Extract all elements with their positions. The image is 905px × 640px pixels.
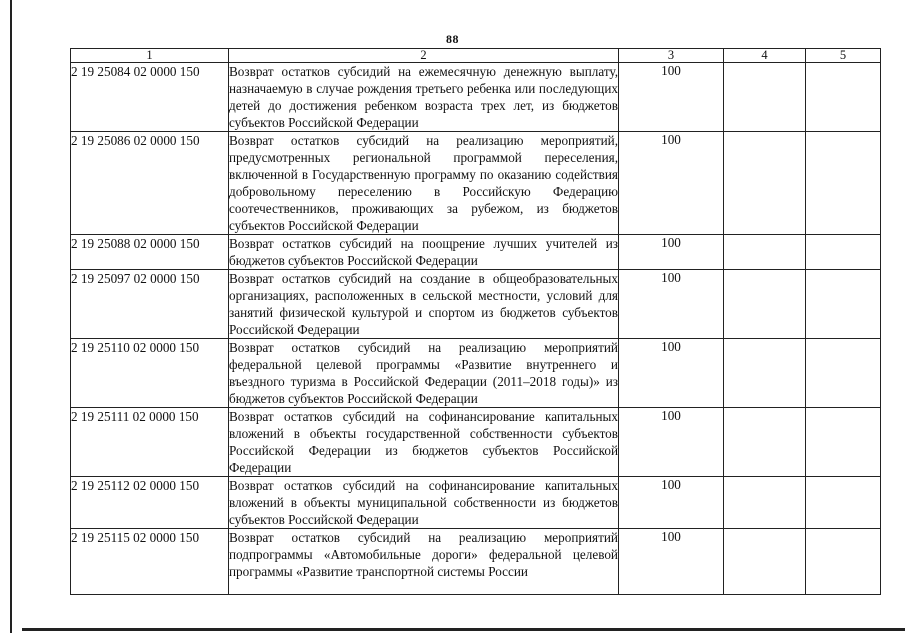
column-4-cell [724,477,806,529]
bottom-margin-rule [22,628,905,631]
left-margin-rule [10,0,12,633]
table-row [71,408,881,477]
column-4-cell [724,529,806,595]
column-3-cell: 100 [619,132,724,235]
table-row [71,132,881,235]
description-cell: Возврат остатков субсидий на реализацию мероприятий подпрограммы «Автомобильные дороги» федеральной целевой программы «Развитие транспортной системы России [229,529,619,595]
table-row [71,63,881,132]
column-4-cell [724,235,806,270]
budget-code-cell: 2 19 25111 02 0000 150 [71,408,229,477]
budget-code-cell: 2 19 25097 02 0000 150 [71,270,229,339]
table-row [71,339,881,408]
budget-code-cell: 2 19 25110 02 0000 150 [71,339,229,408]
column-3-cell: 100 [619,477,724,529]
description-cell: Возврат остатков субсидий на реализацию мероприятий, предусмотренных региональной программой переселения, включенной в Государственную программу по оказанию содействия добровольному переселению в Российскую Федерацию соотечественников, проживающих за рубежом, из бюджетов субъектов Российской Федерации [229,133,618,233]
table-row [71,235,881,270]
budget-code-cell: 2 19 25084 02 0000 150 [71,63,229,132]
column-header-3: 3 [619,49,724,63]
column-5-cell [806,235,881,270]
column-3-cell: 100 [619,270,724,339]
column-3-cell: 100 [619,529,724,595]
budget-code-cell: 2 19 25112 02 0000 150 [71,477,229,529]
budget-classification-table [70,48,881,595]
description-cell: Возврат остатков субсидий на поощрение лучших учителей из бюджетов субъектов Российской Федерации [229,236,618,268]
column-4-cell [724,408,806,477]
description-cell: Возврат остатков субсидий на софинансирование капитальных вложений в объекты государственной собственности субъектов Российской Федерации из бюджетов субъектов Российской Федерации [229,409,618,475]
description-cell: Возврат остатков субсидий на ежемесячную денежную выплату, назначаемую в случае рождения третьего ребенка или последующих детей до достижения ребенком возраста трех лет, из бюджетов субъектов Российской Федерации [229,64,618,130]
budget-code-cell: 2 19 25115 02 0000 150 [71,529,229,595]
description-cell: Возврат остатков субсидий на софинансирование капитальных вложений в объекты муниципальной собственности из бюджетов субъектов Российской Федерации [229,478,618,527]
budget-code-cell: 2 19 25088 02 0000 150 [71,235,229,270]
table-row [71,529,881,595]
column-5-cell [806,270,881,339]
table-header-row [71,49,881,63]
column-5-cell [806,63,881,132]
table-row [71,477,881,529]
column-4-cell [724,339,806,408]
description-cell: Возврат остатков субсидий на создание в общеобразовательных организациях, расположенных в сельской местности, условий для занятий физической культурой и спортом из бюджетов субъектов Российской Федерации [229,271,618,337]
table-row [71,270,881,339]
column-header-5: 5 [806,49,881,63]
page-number: 88 [446,32,459,46]
column-5-cell [806,408,881,477]
column-header-1: 1 [71,49,229,63]
column-5-cell [806,339,881,408]
column-4-cell [724,63,806,132]
column-5-cell [806,477,881,529]
column-4-cell [724,132,806,235]
column-header-4: 4 [724,49,806,63]
column-3-cell: 100 [619,63,724,132]
column-3-cell: 100 [619,339,724,408]
column-header-2: 2 [229,49,619,63]
column-3-cell: 100 [619,235,724,270]
budget-code-cell: 2 19 25086 02 0000 150 [71,132,229,235]
column-5-cell [806,529,881,595]
column-5-cell [806,132,881,235]
description-cell: Возврат остатков субсидий на реализацию мероприятий федеральной целевой программы «Развитие внутреннего и въездного туризма в Российской Федерации (2011–2018 годы)» из бюджетов субъектов Российской Федерации [229,340,618,406]
column-4-cell [724,270,806,339]
column-3-cell: 100 [619,408,724,477]
